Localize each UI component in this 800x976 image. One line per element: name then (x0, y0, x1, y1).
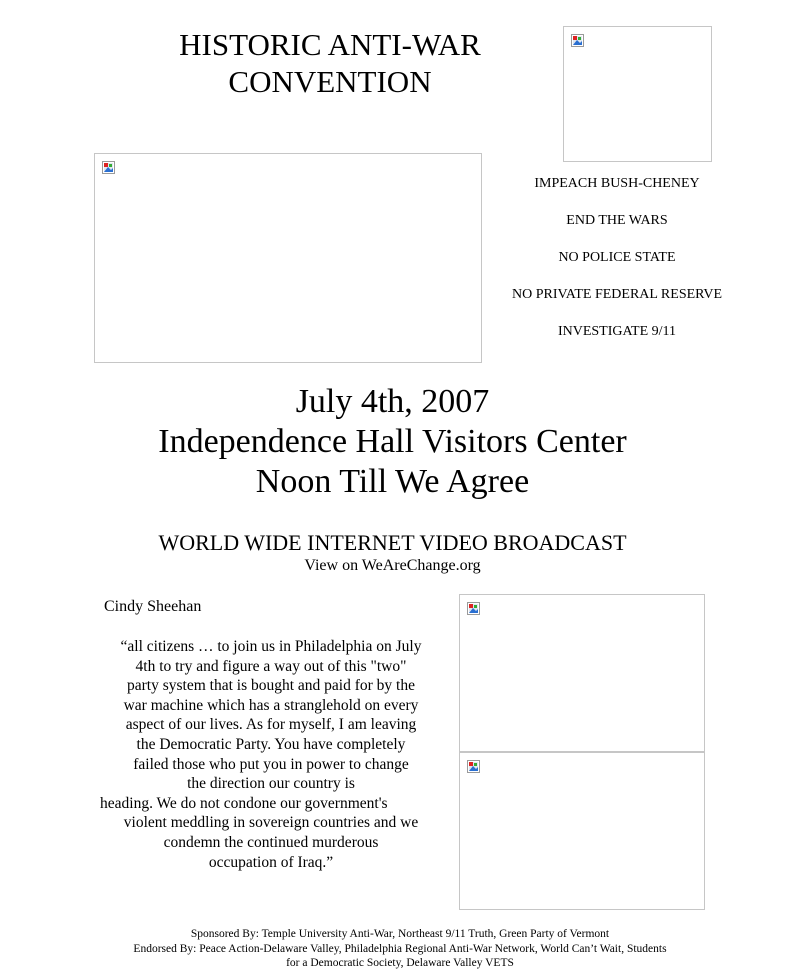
event-time: Noon Till We Agree (255, 463, 530, 500)
quote-line: 4th to try and figure a way out of this "two" (135, 657, 407, 675)
demand-item: NO PRIVATE FEDERAL RESERVE (511, 287, 723, 302)
event-date: July 4th, 2007 (295, 383, 490, 420)
quote-line: condemn the continued murderous (163, 833, 379, 851)
broken-image-icon (571, 34, 584, 47)
image-placeholder-main (94, 153, 482, 363)
broadcast-view-on: View on WeAreChange.org (304, 557, 481, 574)
quote-line: aspect of our lives. As for myself, I am leaving (125, 716, 417, 734)
quote-line: heading. We do not condone our government's (100, 794, 388, 812)
speaker-name: Cindy Sheehan (104, 598, 202, 615)
image-placeholder-top-right (563, 26, 712, 162)
broken-image-icon (467, 760, 480, 773)
broadcast-heading: WORLD WIDE INTERNET VIDEO BROADCAST (158, 530, 627, 555)
footer-endorsed-line-2: for a Democratic Society, Delaware Valley VETS (286, 957, 514, 969)
footer-credits (60, 927, 740, 971)
broken-image-icon (102, 161, 115, 174)
quote-line: occupation of Iraq.” (208, 853, 334, 871)
quote-line: party system that is bought and paid for by the (127, 677, 415, 695)
demand-item: INVESTIGATE 9/11 (557, 324, 677, 339)
footer-endorsed-line-1: Endorsed By: Peace Action-Delaware Valley, Philadelphia Regional Anti-War Network, World Can’t Wait, Students (133, 942, 667, 955)
title-line-2: CONVENTION (228, 64, 432, 99)
event-venue: Independence Hall Visitors Center (158, 423, 627, 460)
image-placeholder-lower-1 (459, 594, 705, 752)
demand-item: NO POLICE STATE (558, 250, 676, 265)
title-line-1: HISTORIC ANTI-WAR (179, 27, 481, 62)
quote-line: violent meddling in sovereign countries and we (123, 814, 419, 832)
demands-list (492, 174, 742, 359)
quote-line: failed those who put you in power to change (133, 755, 409, 773)
quote-line: war machine which has a stranglehold on every (123, 696, 419, 714)
page-title (130, 26, 530, 100)
event-details (100, 382, 685, 502)
demand-item: END THE WARS (566, 213, 668, 228)
broken-image-icon (467, 602, 480, 615)
footer-sponsored: Sponsored By: Temple University Anti-War, Northeast 9/11 Truth, Green Party of Vermont (190, 928, 610, 940)
quote-line: “all citizens … to join us in Philadelphia on July (120, 638, 422, 655)
quote-line: the direction our country is (187, 775, 355, 793)
quote-line: the Democratic Party. You have completely (136, 735, 406, 753)
image-placeholder-lower-2 (459, 752, 705, 910)
speaker-quote (100, 637, 442, 872)
demand-item: IMPEACH BUSH-CHENEY (534, 176, 700, 191)
